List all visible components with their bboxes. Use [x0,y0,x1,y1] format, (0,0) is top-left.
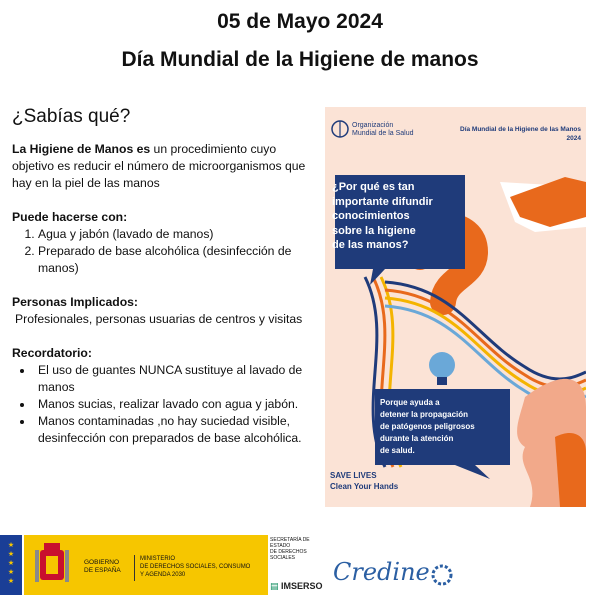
secretaria-line1: SECRETARÍA DE ESTADO [270,537,310,549]
people-title: Personas Implicados: [12,295,138,309]
page-date: 05 de Mayo 2024 [217,10,383,33]
who-poster [325,107,586,507]
lightbulb-icon [429,352,455,378]
credine-text: Credine [333,558,430,586]
list-item: 1. Agua y jabón (lavado de manos) [38,226,312,243]
reminder-list [12,362,312,447]
who-logo-text: Organización Mundial de la Salud [352,122,414,137]
people-text: Profesionales, personas usuarias de centros y visitas [15,312,303,326]
poster-answer: Porque ayuda a detener la propagación de patógenos peligrosos durante la atención de salud. [380,398,475,455]
intro-text: un procedimiento cuyo objetivo es reducir el número de microorganismos que hay en la piel de las manos [12,142,306,190]
list-item: • Manos contaminadas ,no hay suciedad visible, desinfección con preparados de base alcohólica. [34,413,312,447]
list-item: • El uso de guantes NUNCA sustituye al lavado de manos [34,362,312,396]
reminder-title: Recordatorio: [12,346,92,360]
face-accent [555,433,586,507]
poster-campaign: SAVE LIVES Clean Your Hands [330,471,399,491]
secretaria-logo [270,537,330,595]
list-item: • Manos sucias, realizar lavado con agua y jabón. [34,396,312,413]
coat-of-arms-icon [34,540,70,590]
credine-ring-icon [427,560,457,590]
how-list [12,226,312,277]
list-item: 2. Preparado de base alcohólica (desinfección de manos) [38,243,312,277]
imserso-icon: ▤ [270,581,279,591]
poster-event: Día Mundial de la Higiene de las Manos 2024 [460,126,581,142]
section-heading: ¿Sabías qué? [12,106,131,127]
credine-logo [333,558,430,586]
info-column [12,108,312,447]
imserso-logo: ▤ IMSERSO [270,581,323,591]
ministerio-text: MINISTERIO DE DERECHOS SOCIALES, CONSUMO Y AGENDA 2030 [140,556,251,578]
gobierno-text: GOBIERNO DE ESPAÑA [84,559,121,574]
page-title: Día Mundial de la Higiene de manos [121,48,479,71]
poster-question: ¿Por qué es tan importante difundir conocimientos sobre la higiene de las manos? [332,181,433,251]
intro-bold: La Higiene de Manos es [12,142,151,156]
eu-flag-logo [0,535,22,595]
intro-paragraph [12,141,312,192]
eu-stars-icon: ★ ★ ★ ★ ★ [7,542,15,585]
how-title: Puede hacerse con: [12,210,128,224]
secretaria-line2: DE DERECHOS SOCIALES [270,549,307,561]
gobierno-logo [24,535,268,595]
